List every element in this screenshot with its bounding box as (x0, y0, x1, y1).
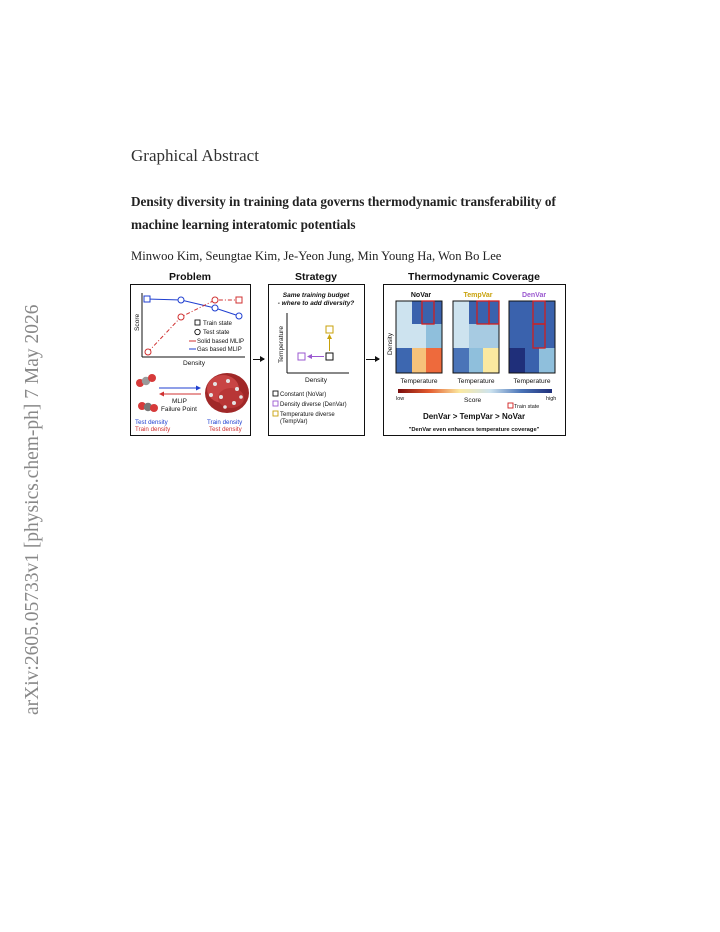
heatmap-tempvar (453, 301, 499, 373)
heatmap-denvar (509, 301, 555, 373)
scale-low-label: low (396, 396, 405, 402)
train-state-legend-label: Train state (514, 404, 540, 410)
left-test-density: Test density (135, 419, 168, 426)
map-title-denvar: DenVar (521, 292, 547, 299)
tempvar-marker (326, 326, 333, 333)
legend-train-icon (195, 320, 200, 325)
arrow-to-coverage (366, 359, 379, 360)
map-title-tempvar: TempVar (463, 292, 493, 299)
strategy-ylabel: Temperature (278, 325, 285, 363)
coverage-ylabel: Density (387, 333, 394, 355)
strategy-panel (268, 284, 365, 436)
heatmap-novar (396, 301, 442, 373)
legend-train-label: Train state (203, 320, 233, 327)
legend-test-label: Test state (203, 329, 230, 336)
right-test-density: Test density (209, 426, 242, 433)
right-train-density: Train density (207, 419, 243, 426)
gas-test-marker (236, 313, 242, 319)
scale-high-label: high (546, 396, 557, 402)
coverage-quote: "DenVar even enhances temperature coverage" (408, 427, 540, 433)
score-colorbar (398, 389, 552, 393)
strategy-xlabel: Density (305, 377, 327, 384)
problem-panel-title: Problem (168, 271, 211, 283)
coverage-panel-title: Thermodynamic Coverage (408, 271, 540, 283)
strategy-question-2: - where to add diversity? (277, 300, 355, 307)
solid-cluster-icon (205, 373, 249, 413)
graphical-abstract-heading: Graphical Abstract (131, 146, 259, 165)
scale-score-label: Score (464, 397, 482, 404)
novar-marker (326, 353, 333, 360)
strategy-question-1: Same training budget (282, 292, 350, 299)
map-title-novar: NoVar (410, 292, 432, 299)
gas-test-marker (212, 305, 218, 311)
coverage-panel (383, 284, 566, 436)
coverage-conclusion: DenVar > TempVar > NoVar (422, 412, 526, 421)
strategy-legend-tempvar: Temperature diverse (280, 412, 335, 418)
arrow-to-strategy (253, 359, 264, 360)
train-state-legend-icon (508, 403, 513, 408)
author-list: Minwoo Kim, Seungtae Kim, Je-Yeon Jung, Min Young Ha, Won Bo Lee (131, 249, 502, 263)
mlip-label: MLIP (172, 398, 187, 405)
map-xlabel-novar: Temperature (400, 378, 438, 385)
problem-panel (130, 284, 251, 436)
gas-molecule-icon (136, 374, 158, 412)
gas-mlip-line (147, 299, 239, 316)
legend-gas-label: Gas based MLIP (197, 347, 242, 353)
left-train-density: Train density (135, 426, 171, 433)
problem-score-plot (131, 285, 250, 435)
solid-test-marker (145, 349, 151, 355)
arxiv-stamp-text: arXiv:2605.05733v1 [physics.chem-ph] 7 May 2026 (22, 304, 43, 715)
problem-xlabel: Density (183, 360, 205, 367)
legend-test-icon (195, 329, 200, 334)
denvar-marker (298, 353, 305, 360)
solid-test-marker (212, 297, 218, 303)
solid-train-marker (236, 297, 242, 303)
strategy-legend-tempvar-2: (TempVar) (280, 419, 308, 425)
map-xlabel-denvar: Temperature (513, 378, 551, 385)
paper-title: Density diversity in training data governs thermodynamic transferability of machine learning interatomic potentials (131, 194, 556, 232)
failure-point-label: Failure Point (161, 406, 197, 413)
problem-ylabel: Score (134, 313, 141, 331)
legend-solid-label: Solid based MLIP (197, 339, 245, 345)
solid-test-marker (178, 314, 184, 320)
strategy-legend-novar: Constant (NoVar) (280, 392, 327, 398)
gas-train-marker (144, 296, 150, 302)
arxiv-stamp (6, 210, 56, 720)
strategy-panel-title: Strategy (294, 271, 337, 283)
gas-test-marker (178, 297, 184, 303)
strategy-legend-denvar: Density diverse (DenVar) (280, 402, 347, 408)
map-xlabel-tempvar: Temperature (457, 378, 495, 385)
